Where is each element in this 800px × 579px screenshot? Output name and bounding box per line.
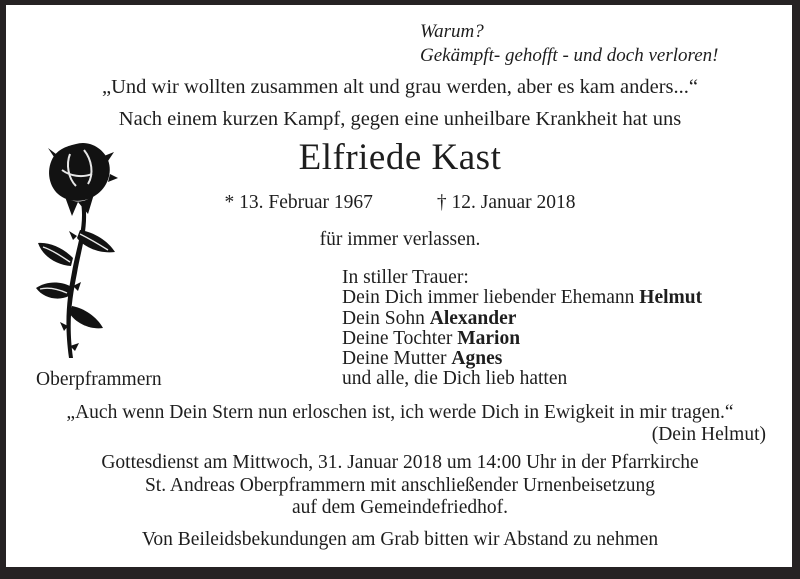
mourner-prefix: Dein Dich immer liebender Ehemann: [342, 287, 640, 309]
mourner-prefix: Dein Sohn: [342, 307, 430, 329]
mourning-block: [342, 268, 702, 390]
place-name: Oberpframmern: [36, 369, 162, 390]
birth-date: * 13. Februar 1967: [224, 192, 373, 213]
mourner-line: [342, 309, 702, 329]
mourner-name: Helmut: [639, 287, 703, 309]
epigraph-line1: Warum?: [420, 21, 484, 42]
epigraph-line2: Gekämpft- gehofft - und doch verloren!: [420, 45, 719, 66]
condolence-note: Von Beileidsbekundungen am Grab bitten wir Abstand zu nehmen: [141, 529, 659, 550]
death-date: † 12. Januar 2018: [436, 192, 576, 213]
service-line: St. Andreas Oberpframmern mit anschließender Urnenbeisetzung: [144, 474, 656, 496]
service-announcement: [0, 452, 800, 520]
mourner-name: Marion: [457, 327, 521, 349]
memorial-quote: „Auch wenn Dein Stern nun erloschen ist, ich werde Dich in Ewigkeit in mir tragen.“: [66, 402, 734, 423]
intro-line: Nach einem kurzen Kampf, gegen eine unheilbare Krankheit hat uns: [118, 108, 682, 130]
mourner-line: [342, 329, 702, 349]
life-dates: [0, 192, 800, 214]
service-line: Gottesdienst am Mittwoch, 31. Januar 2018 um 14:00 Uhr in der Pfarrkirche: [101, 452, 699, 473]
deceased-name: Elfriede Kast: [298, 137, 502, 178]
mourner-line: [342, 288, 702, 308]
mourner-name: Agnes: [451, 348, 503, 370]
farewell-line: für immer verlassen.: [319, 229, 481, 250]
mourner-prefix: Deine Mutter: [342, 348, 452, 370]
service-line: auf dem Gemeindefriedhof.: [291, 497, 509, 519]
epigraph: [420, 20, 718, 68]
mourner-line: [342, 369, 702, 389]
intro-quote: „Und wir wollten zusammen alt und grau werden, aber es kam anders...“: [101, 76, 698, 98]
memorial-attribution: (Dein Helmut): [651, 424, 766, 445]
mourner-prefix: Deine Tochter: [342, 327, 458, 349]
mourner-name: Alexander: [429, 307, 517, 329]
mourner-line: [342, 349, 702, 369]
mourner-prefix: und alle, die Dich lieb hatten: [342, 368, 568, 390]
mourning-heading: In stiller Trauer:: [342, 267, 469, 288]
